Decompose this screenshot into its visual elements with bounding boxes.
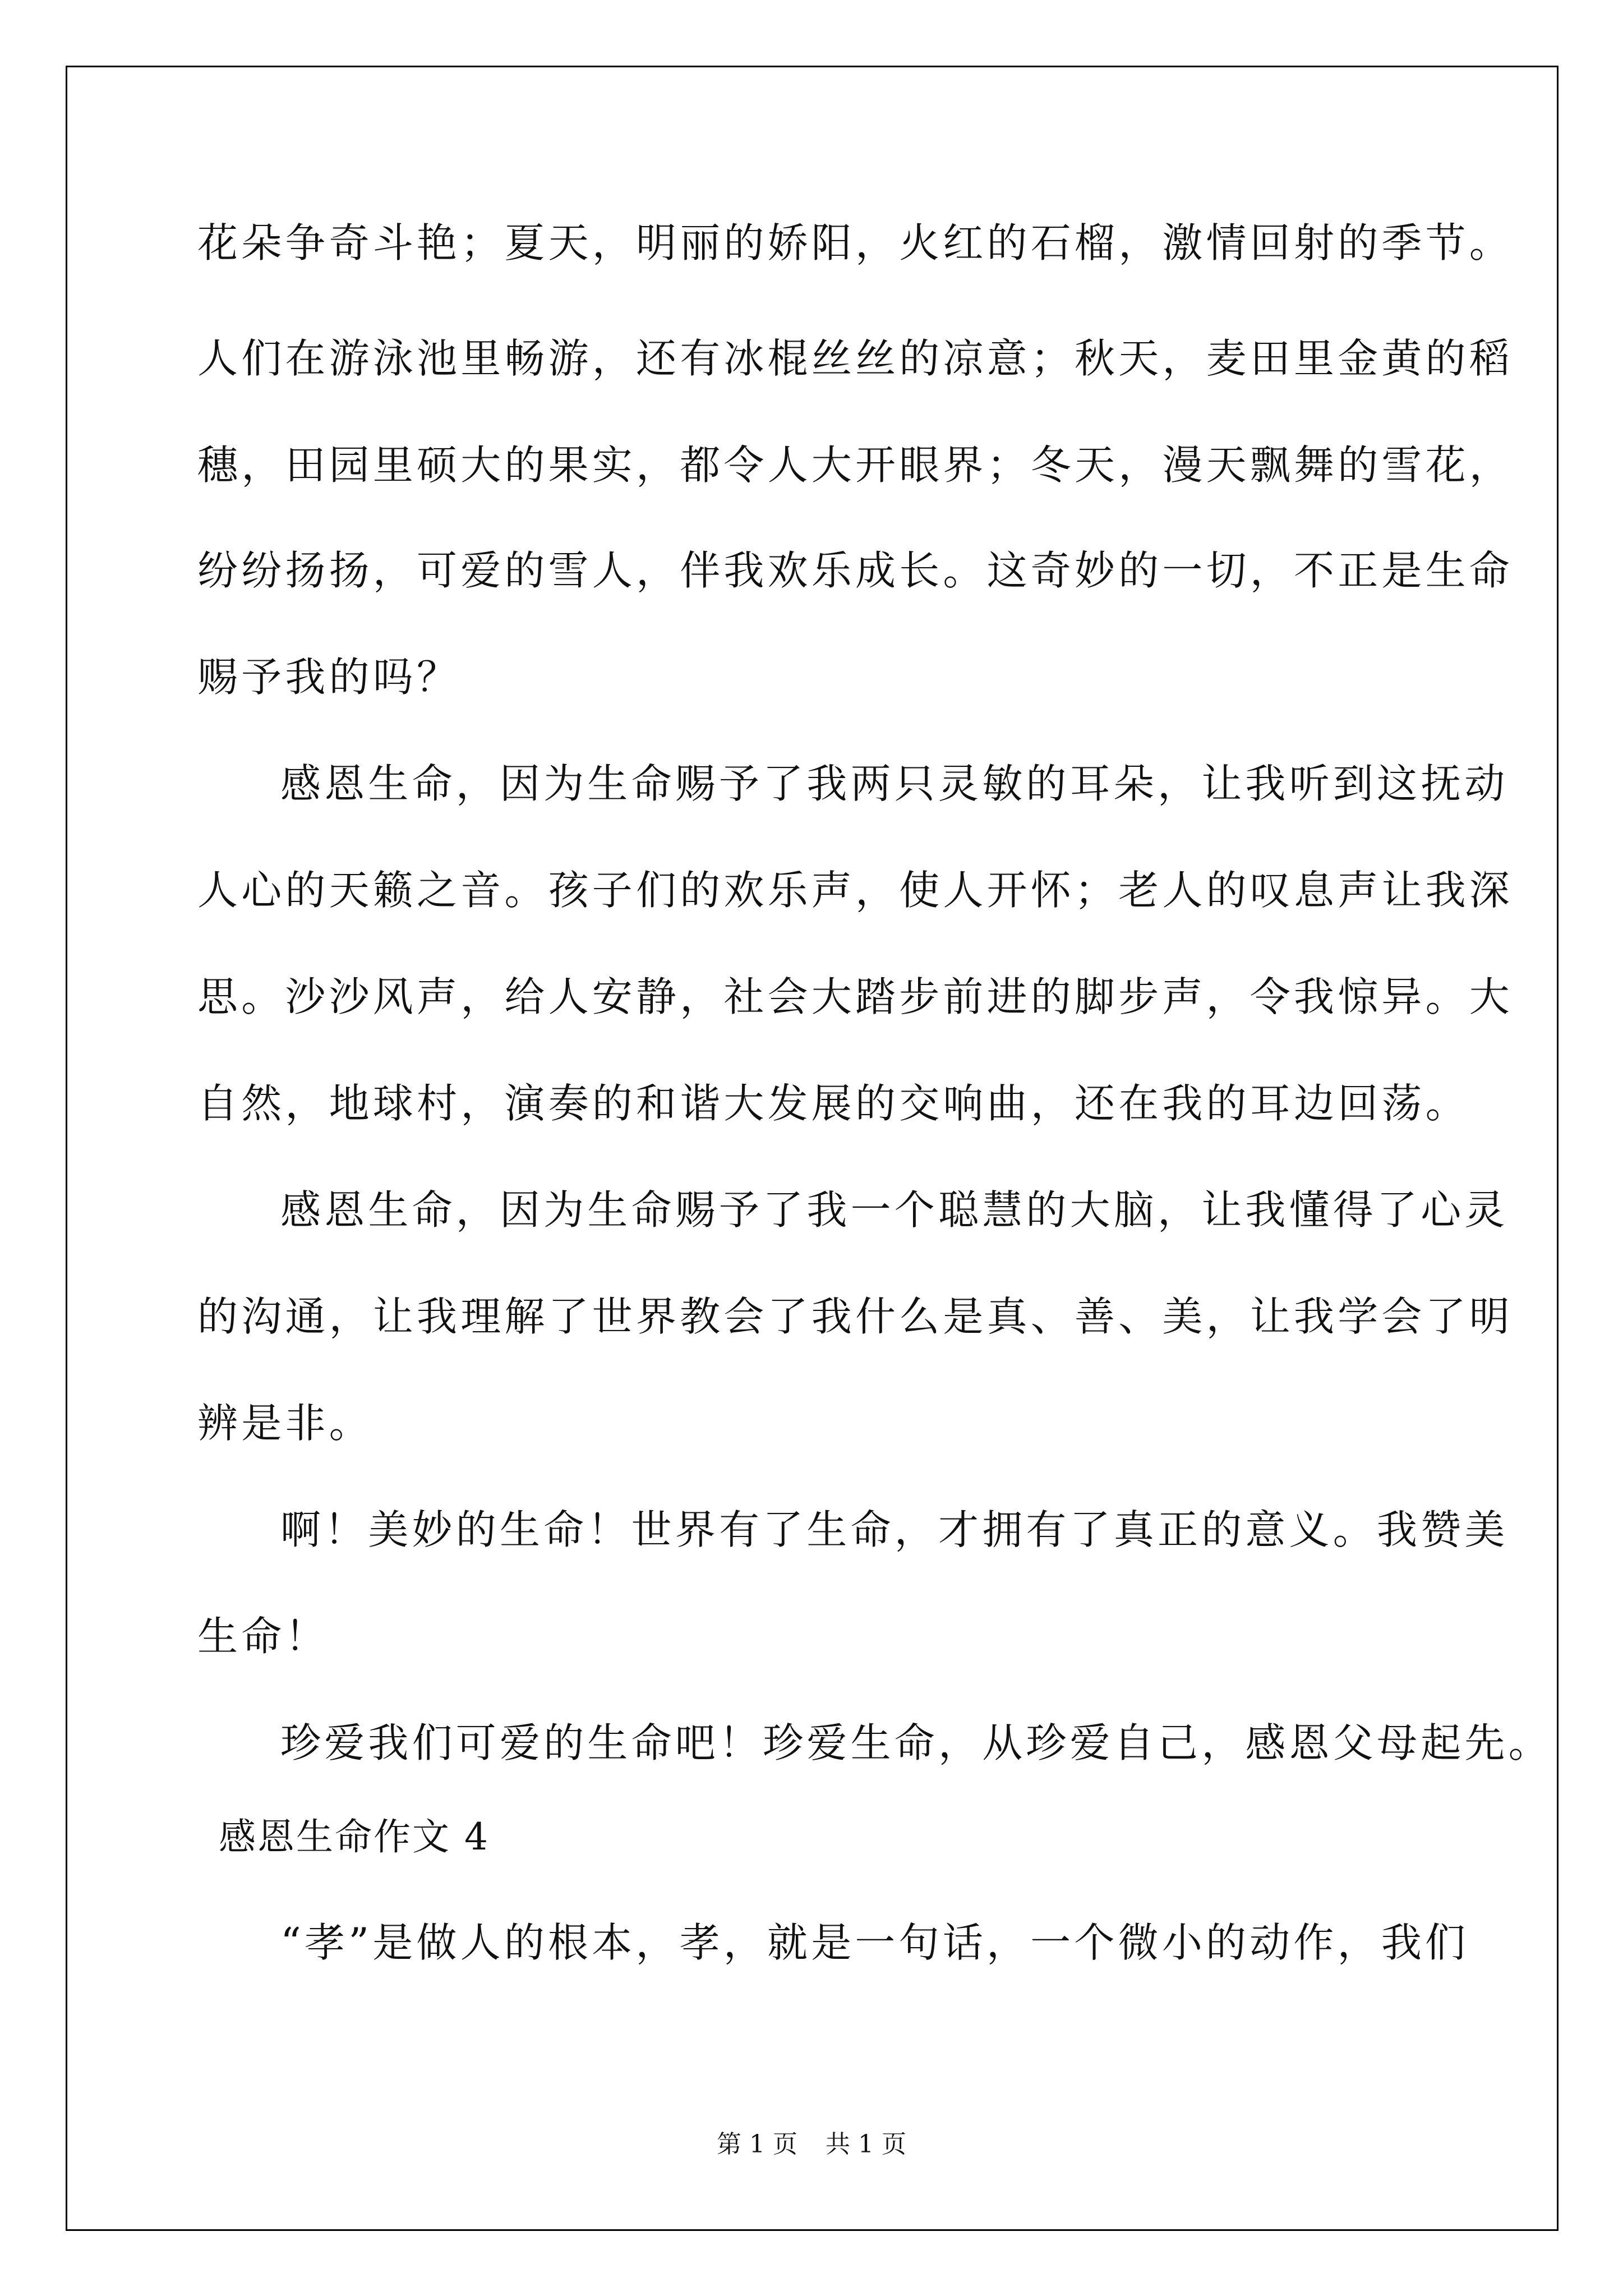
text-line: 辨是非。	[197, 1400, 373, 1447]
page-total: 共 1 页	[826, 2130, 906, 2159]
text-line: 花朵争奇斗艳；夏天，明丽的娇阳，火红的石榴，激情回射的季节。	[197, 219, 1514, 266]
text-line: 穗，田园里硕大的果实，都令人大开眼界；冬天，漫天飘舞的雪花，	[197, 441, 1514, 489]
paragraph-start: “孝”是做人的根本，孝，就是一句话，一个微小的动作，我们	[280, 1919, 1469, 1966]
text-line: 思。沙沙风声，给人安静，社会大踏步前进的脚步声，令我惊异。大	[197, 973, 1514, 1020]
paragraph-start: 啊！美妙的生命！世界有了生命，才拥有了真正的意义。我赞美	[280, 1506, 1509, 1553]
text-line: 纷纷扬扬，可爱的雪人，伴我欢乐成长。这奇妙的一切，不正是生命	[197, 547, 1514, 594]
paragraph-start: 感恩生命，因为生命赐予了我两只灵敏的耳朵，让我听到这抚动	[280, 760, 1509, 807]
page-border	[66, 66, 1559, 2231]
page-footer	[0, 2129, 1623, 2160]
text-line: 人们在游泳池里畅游，还有冰棍丝丝的凉意；秋天，麦田里金黄的稻	[197, 335, 1514, 382]
text-line: 自然，地球村，演奏的和谐大发展的交响曲，还在我的耳边回荡。	[197, 1080, 1469, 1127]
paragraph-start: 珍爱我们可爱的生命吧！珍爱生命，从珍爱自己，感恩父母起先。	[280, 1719, 1552, 1766]
text-line: 的沟通，让我理解了世界教会了我什么是真、善、美，让我学会了明	[197, 1293, 1514, 1340]
text-line: 人心的天籁之音。孩子们的欢乐声，使人开怀；老人的叹息声让我深	[197, 867, 1514, 914]
page-number: 第 1 页	[717, 2130, 797, 2159]
text-line: 生命！	[197, 1613, 329, 1660]
text-line: 赐予我的吗？	[197, 654, 461, 701]
paragraph-start: 感恩生命，因为生命赐予了我一个聪慧的大脑，让我懂得了心灵	[280, 1186, 1509, 1234]
section-heading: 感恩生命作文 4	[219, 1815, 490, 1858]
